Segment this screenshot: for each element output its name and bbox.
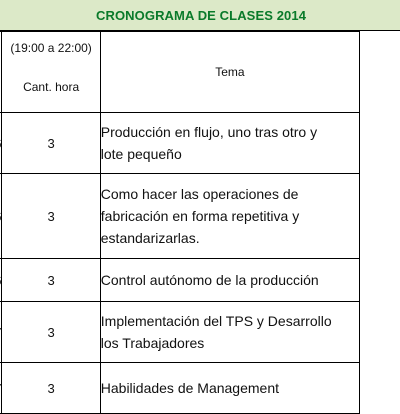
- tema-line: los Trabajadores: [100, 335, 205, 351]
- cell-tema: [100, 174, 359, 259]
- tema-line: fabricación en forma repetitiva y: [100, 208, 300, 224]
- tema-line: Control autónomo de la producción: [100, 272, 319, 288]
- schedule-table: [0, 31, 360, 414]
- table-row: [0, 113, 360, 174]
- tema-line: Implementación del TPS y Desarrollo: [100, 313, 332, 329]
- page-title: CRONOGRAMA DE CLASES 2014: [95, 7, 307, 23]
- cell-horas: 3: [2, 113, 100, 174]
- cell-tema: [100, 363, 359, 414]
- table-row: [0, 259, 360, 302]
- tema-line: Como hacer las operaciones de: [100, 186, 299, 202]
- header-cell-tema: Tema: [100, 32, 359, 113]
- header-horas-time: (19:00 a 22:00): [10, 41, 92, 55]
- cell-horas: 3: [2, 363, 100, 414]
- table-row: [0, 302, 360, 363]
- tema-line: estandarizarlas.: [100, 230, 200, 246]
- table-row: [0, 174, 360, 259]
- table-row: [0, 363, 360, 414]
- header-cell-horas: [2, 32, 100, 113]
- cell-horas: 3: [2, 174, 100, 259]
- cell-horas: 3: [2, 259, 100, 302]
- cell-horas: 3: [2, 302, 100, 363]
- tema-line: Producción en flujo, uno tras otro y: [100, 124, 318, 140]
- cell-tema: [100, 113, 359, 174]
- tema-line: Habilidades de Management: [100, 380, 279, 396]
- cell-tema: [100, 259, 359, 302]
- cell-tema: [100, 302, 359, 363]
- tema-line: lote pequeño: [100, 146, 182, 162]
- header-horas-label: Cant. hora: [23, 80, 80, 94]
- title-bar: [0, 0, 400, 31]
- header-row: [0, 32, 360, 113]
